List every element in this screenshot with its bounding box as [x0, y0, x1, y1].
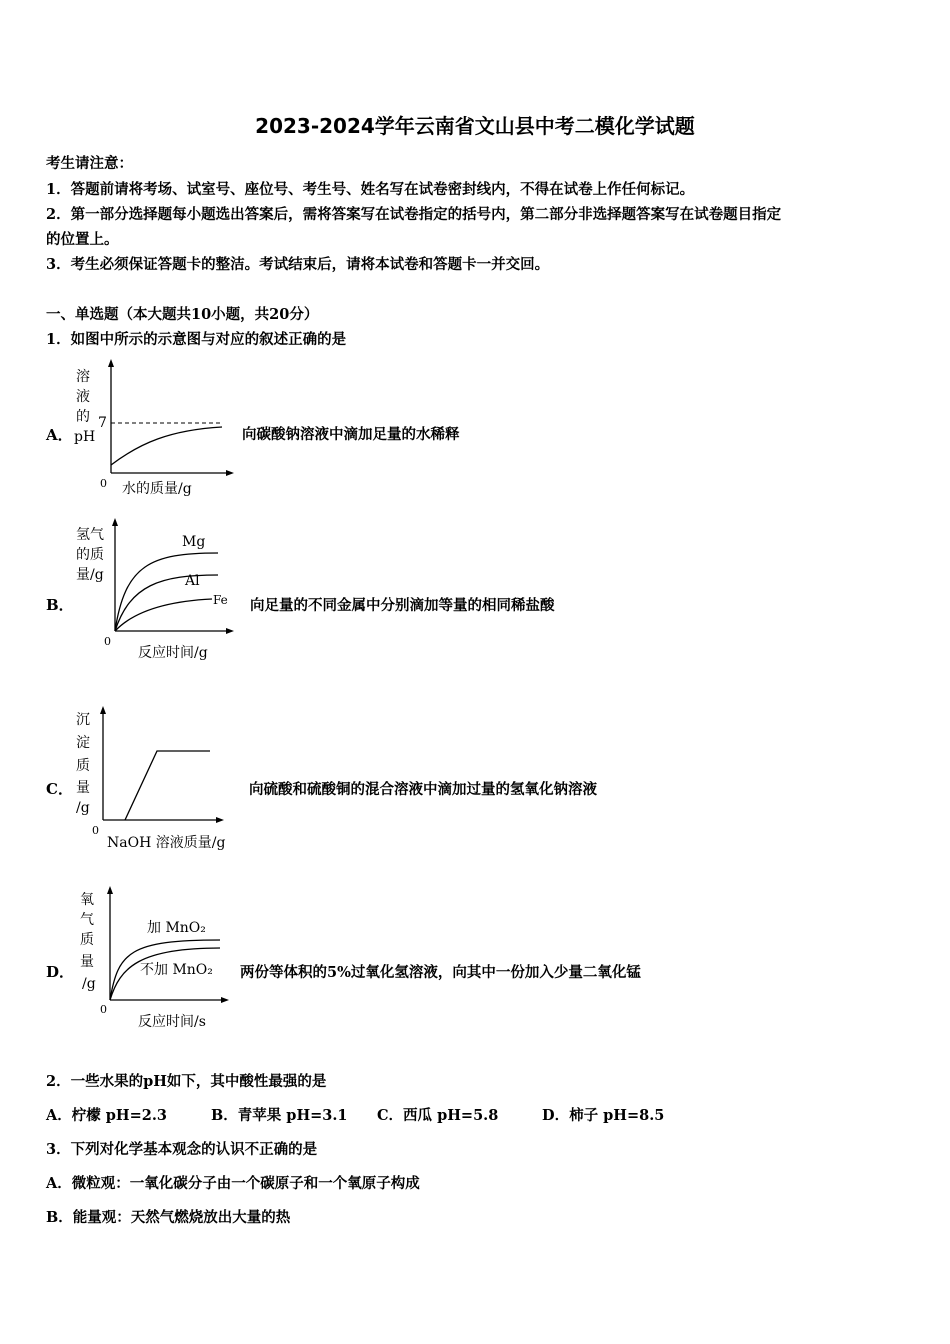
page-title: 2023-2024学年云南省文山县中考二模化学试题 — [255, 114, 695, 138]
section-heading: 一、单选题（本大题共10小题，共20分） — [46, 306, 319, 323]
notice-item-2: 2．第一部分选择题每小题选出答案后，需将答案写在试卷指定的括号内，第二部分非选择题答案写在试卷题目指定 — [46, 206, 782, 223]
graph-d-ylabel-5: /g — [82, 976, 96, 992]
q2-option-c: C．西瓜 pH=5.8 — [377, 1107, 499, 1124]
graph-c-ylabel-4: 量 — [76, 780, 90, 796]
q3-option-b: B．能量观：天然气燃烧放出大量的热 — [46, 1209, 291, 1226]
graph-d-ylabel-4: 量 — [80, 954, 94, 970]
graph-c-xlabel: NaOH 溶液质量/g — [107, 835, 226, 851]
option-b-letter: B． — [46, 596, 74, 614]
graph-b-label-al: Al — [185, 573, 200, 589]
graph-a-ylabel-3: 的 — [76, 409, 90, 425]
graph-d-label-no-mno2: 不加 MnO₂ — [140, 962, 213, 978]
graph-d-ylabel-2: 气 — [80, 912, 94, 928]
notice-item-3: 3．考生必须保证答题卡的整洁。考试结束后，请将本试卷和答题卡一并交回。 — [46, 256, 550, 273]
graph-b — [70, 515, 250, 665]
graph-d-label-mno2: 加 MnO₂ — [147, 920, 206, 936]
graph-a-x-arrow — [226, 470, 234, 476]
graph-c-y-arrow — [100, 706, 106, 714]
graph-c-curve — [125, 751, 210, 820]
graph-d — [70, 882, 250, 1032]
graph-d-x-arrow — [221, 997, 229, 1003]
graph-b-ylabel-2: 的质 — [76, 547, 104, 563]
graph-a — [70, 355, 240, 505]
graph-c-ylabel-5: /g — [76, 800, 90, 816]
graph-d-ylabel-1: 氧 — [80, 892, 94, 908]
option-c-letter: C． — [46, 780, 73, 798]
graph-b-xlabel: 反应时间/g — [138, 645, 208, 661]
graph-c-ylabel-2: 淀 — [76, 735, 90, 751]
q2-option-b: B．青苹果 pH=3.1 — [211, 1107, 348, 1124]
option-c-description: 向硫酸和硫酸铜的混合溶液中滴加过量的氢氧化钠溶液 — [249, 781, 597, 798]
graph-c-ylabel-3: 质 — [76, 758, 90, 774]
graph-d-y-arrow — [107, 886, 113, 894]
graph-b-origin: 0 — [104, 635, 111, 648]
graph-a-xlabel: 水的质量/g — [122, 481, 192, 497]
graph-c-x-arrow — [216, 817, 224, 823]
graph-b-x-arrow — [226, 628, 234, 634]
graph-b-y-arrow — [112, 518, 118, 526]
graph-d-origin: 0 — [100, 1003, 107, 1016]
graph-a-ylabel-4: pH — [74, 429, 96, 445]
graph-c-ylabel-1: 沉 — [76, 712, 90, 728]
notice-item-1: 1．答题前请将考场、试室号、座位号、考生号、姓名写在试卷密封线内，不得在试卷上作任何标记。 — [46, 181, 695, 198]
graph-b-label-fe: Fe — [213, 593, 228, 607]
graph-b-ylabel-3: 量/g — [76, 567, 104, 583]
option-d-description: 两份等体积的5%过氧化氢溶液，向其中一份加入少量二氧化锰 — [240, 964, 641, 981]
graph-c-origin: 0 — [92, 824, 99, 837]
option-d-letter: D． — [46, 963, 75, 981]
graph-a-ylabel-2: 液 — [76, 389, 90, 405]
graph-a-tick-7: 7 — [98, 415, 107, 431]
option-a-description: 向碳酸钠溶液中滴加足量的水稀释 — [242, 426, 460, 443]
graph-c — [70, 702, 250, 852]
notice-item-2-cont: 的位置上。 — [46, 231, 119, 248]
q2-option-d: D．柿子 pH=8.5 — [542, 1107, 665, 1124]
graph-d-xlabel: 反应时间/s — [138, 1014, 206, 1030]
question-1-stem: 1．如图中所示的示意图与对应的叙述正确的是 — [46, 331, 347, 348]
graph-b-ylabel-1: 氢气 — [76, 527, 104, 543]
option-a-letter: A． — [46, 426, 73, 444]
q3-option-a: A．微粒观：一氧化碳分子由一个碳原子和一个氧原子构成 — [46, 1175, 420, 1192]
graph-a-curve — [111, 427, 222, 465]
q2-option-a: A．柠檬 pH=2.3 — [46, 1107, 168, 1124]
question-2-stem: 2．一些水果的pH如下，其中酸性最强的是 — [46, 1073, 327, 1090]
graph-a-ylabel-1: 溶 — [76, 369, 90, 385]
graph-d-ylabel-3: 质 — [80, 932, 94, 948]
graph-b-label-mg: Mg — [182, 534, 206, 550]
option-b-description: 向足量的不同金属中分别滴加等量的相同稀盐酸 — [250, 597, 555, 614]
question-3-stem: 3．下列对化学基本观念的认识不正确的是 — [46, 1141, 318, 1158]
graph-a-origin: 0 — [100, 477, 107, 490]
graph-a-y-arrow — [108, 359, 114, 367]
notice-heading: 考生请注意： — [46, 155, 133, 172]
